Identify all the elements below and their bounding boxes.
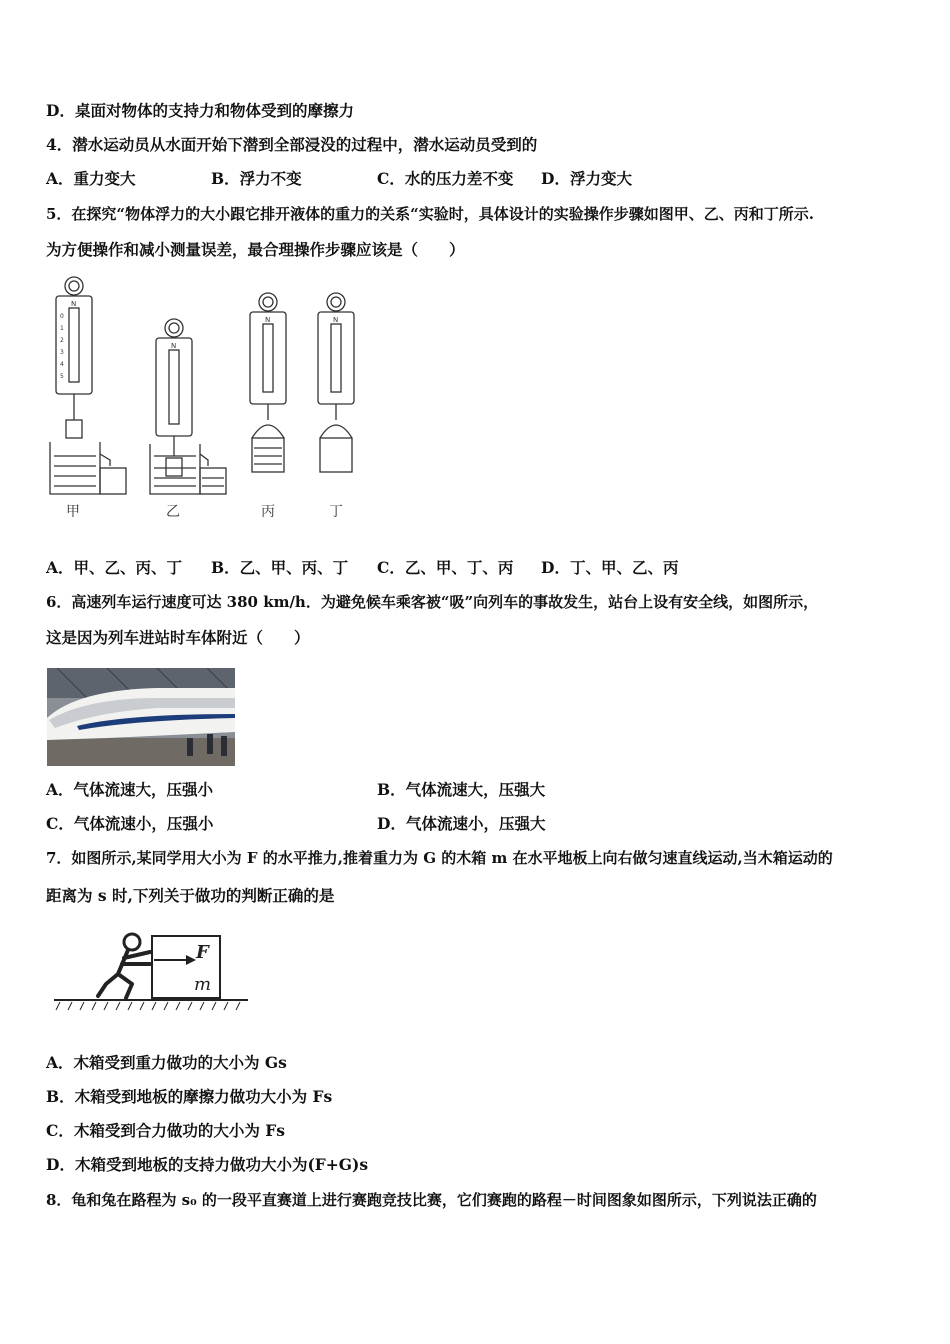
label-ding: 丁 [329,504,343,520]
q6-option-d: D．气体流速小，压强大 [377,814,546,833]
q5-stem-line2: 为方便操作和减小测量误差，最合理操作步骤应该是（ ） [46,240,465,259]
tick-label: 1 [60,325,64,332]
q7-option-d: D．木箱受到地板的支持力做功大小为(F+G)s [46,1155,369,1174]
q5-option-d: D．丁、甲、乙、丙 [541,558,679,577]
scale-unit-bing: N [265,316,271,324]
train-photo [47,668,235,766]
q5-option-a: A．甲、乙、丙、丁 [46,558,183,577]
spring-scale-figure [40,272,370,532]
q5-option-b: B．乙、甲、丙、丁 [211,558,349,577]
scale-yi [150,319,226,494]
q7-option-b: B．木箱受到地板的摩擦力做功大小为 Fs [46,1087,333,1106]
q5-stem-line1: 5．在探究“物体浮力的大小跟它排开液体的重力的关系“实验时，具体设计的实验操作步骤如图甲、乙、丙和丁所示. [46,205,814,223]
q7-stem-line1: 7．如图所示,某同学用大小为 F 的水平推力,推着重力为 G 的木箱 m 在水平地板上向右做匀速直线运动,当木箱运动的 [46,849,833,867]
q7-stem-line2: 距离为 s 时,下列关于做功的判断正确的是 [46,886,335,905]
q6-option-b: B．气体流速大，压强大 [377,780,546,799]
q6-option-a: A．气体流速大，压强小 [46,780,214,799]
scale-jia [50,277,126,494]
q7-option-a: A．木箱受到重力做功的大小为 Gs [46,1053,287,1072]
tick-label: 4 [60,361,64,368]
scale-unit-yi: N [171,342,177,350]
tick-label: 0 [60,313,64,320]
q4-option-d: D．浮力变大 [541,169,632,188]
scale-unit-ding: N [333,316,339,324]
q6-stem-line1: 6．高速列车运行速度可达 380 km/h．为避免候车乘客被“吸”向列车的事故发生，站台上设有安全线，如图所示， [46,593,819,611]
q6-option-c: C．气体流速小，压强小 [46,814,214,833]
tick-label: 2 [60,337,64,344]
label-bing: 丙 [261,504,275,520]
q8-stem-line1: 8．龟和兔在路程为 s₀ 的一段平直赛道上进行赛跑竞技比赛，它们赛跑的路程－时间图象如图所示，下列说法正确的 [46,1191,817,1209]
label-yi: 乙 [166,504,180,520]
q5-option-c: C．乙、甲、丁、丙 [377,558,514,577]
label-jia: 甲 [66,504,80,520]
scale-unit-jia: N [71,300,77,308]
q6-stem-line2: 这是因为列车进站时车体附近（ ） [46,628,310,647]
mass-label: m [194,974,212,995]
tick-label: 5 [60,373,64,380]
q4-option-b: B．浮力不变 [211,169,302,188]
push-box-figure [52,928,252,1018]
q4-stem: 4．潜水运动员从水面开始下潜到全部浸没的过程中，潜水运动员受到的 [46,135,538,154]
q4-option-c: C．水的压力差不变 [377,169,514,188]
q7-option-c: C．木箱受到合力做功的大小为 Fs [46,1121,285,1140]
q3-option-d: D．桌面对物体的支持力和物体受到的摩擦力 [46,101,354,120]
q4-option-a: A．重力变大 [46,169,136,188]
force-label: F [196,942,209,963]
tick-label: 3 [60,349,64,356]
